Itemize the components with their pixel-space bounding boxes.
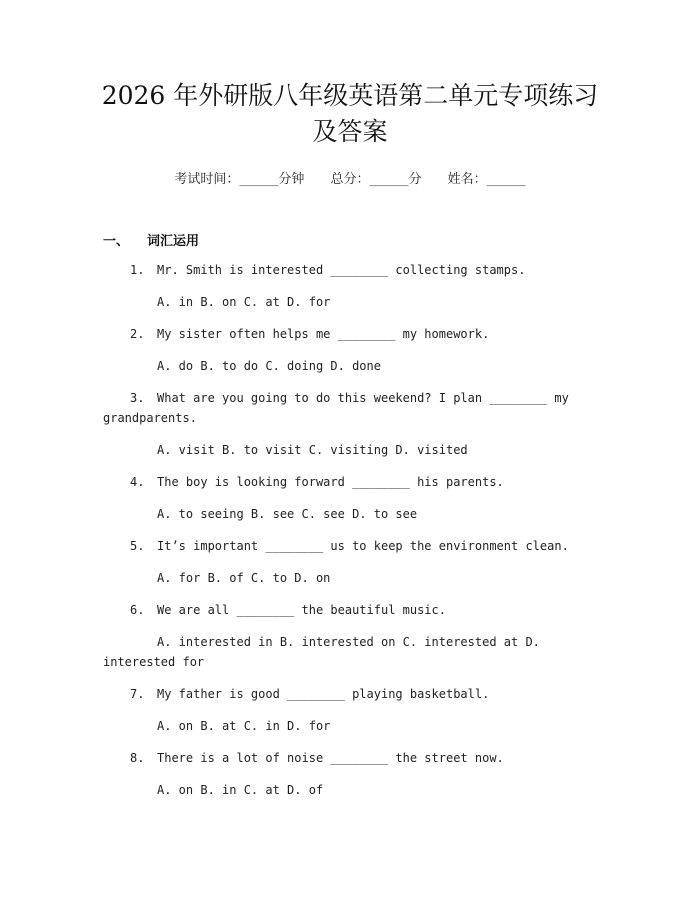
- title-line-2: 及答案: [312, 117, 388, 146]
- question-text: We are all ________ the beautiful music.: [157, 603, 446, 617]
- options-text: A. on B. in C. at D. of: [157, 783, 324, 797]
- question-text: Mr. Smith is interested ________ collecting stamps.: [157, 263, 526, 277]
- options-text: A. interested in B. interested on C. interested at D. interested for: [103, 635, 540, 669]
- question-3-options: [103, 440, 603, 460]
- question-number: 1.: [130, 263, 145, 277]
- options-text: A. do B. to do C. doing D. done: [157, 359, 381, 373]
- title-line-1: 2026 年外研版八年级英语第二单元专项练习: [101, 81, 599, 110]
- options-text: A. for B. of C. to D. on: [157, 571, 331, 585]
- question-7-options: [103, 716, 603, 736]
- options-text: A. on B. at C. in D. for: [157, 719, 331, 733]
- question-text: There is a lot of noise ________ the street now.: [157, 751, 504, 765]
- question-number: 7.: [130, 687, 145, 701]
- question-text: It’s important ________ us to keep the environment clean.: [157, 539, 569, 553]
- options-text: A. to seeing B. see C. see D. to see: [157, 507, 418, 521]
- question-1: [103, 260, 603, 280]
- exam-time: 考试时间：______分钟: [174, 172, 305, 187]
- document-title: [60, 78, 640, 150]
- question-number: 6.: [130, 603, 145, 617]
- options-text: A. in B. on C. at D. for: [157, 295, 331, 309]
- question-8-options: [103, 780, 603, 800]
- question-7: [103, 684, 603, 704]
- student-name: 姓名：______: [447, 172, 526, 187]
- question-2: [103, 324, 603, 344]
- question-1-options: [103, 292, 603, 312]
- total-score: 总分：______分: [330, 172, 422, 187]
- question-2-options: [103, 356, 603, 376]
- question-8: [103, 748, 603, 768]
- question-number: 3.: [130, 391, 145, 405]
- question-6: [103, 600, 603, 620]
- question-number: 8.: [130, 751, 145, 765]
- question-number: 2.: [130, 327, 145, 341]
- options-text: A. visit B. to visit C. visiting D. visited: [157, 443, 468, 457]
- section-number: 一、: [103, 234, 130, 249]
- exam-info: [0, 168, 700, 187]
- question-number: 4.: [130, 475, 145, 489]
- question-6-options: [103, 632, 603, 672]
- question-number: 5.: [130, 539, 145, 553]
- section-title: 词汇运用: [147, 234, 200, 249]
- question-text: The boy is looking forward ________ his parents.: [157, 475, 504, 489]
- question-4: [103, 472, 603, 492]
- question-5: [103, 536, 603, 556]
- question-5-options: [103, 568, 603, 588]
- question-text: What are you going to do this weekend? I plan ________ my grandparents.: [103, 391, 569, 425]
- question-3: [103, 388, 603, 428]
- question-text: My sister often helps me ________ my homework.: [157, 327, 490, 341]
- question-4-options: [103, 504, 603, 524]
- section-heading: [103, 230, 199, 249]
- question-text: My father is good ________ playing basketball.: [157, 687, 490, 701]
